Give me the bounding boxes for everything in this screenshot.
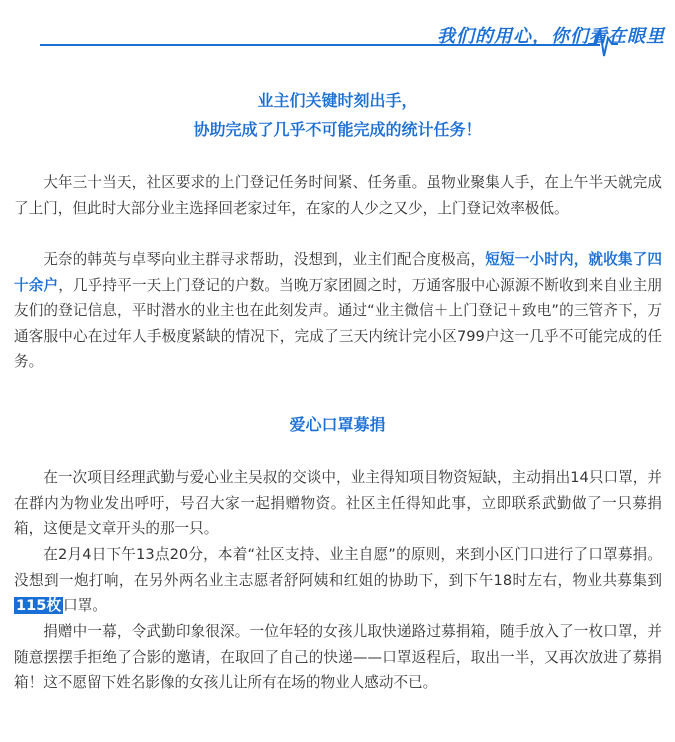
paragraph-3: 在一次项目经理武勤与爱心业主吴叔的交谈中，业主得知项目物资短缺，主动捐出14只口罩，并在群内为物业发出呼吁，号召大家一起捐赠物资。社区主任得知此事，立即联系武勤做了一只募捐箱，这便是文章开头的那一只。 — [14, 469, 662, 538]
header-banner — [0, 0, 675, 60]
article-headline — [0, 86, 675, 144]
paragraph-2-text-b: ，几乎持平一天上门登记的户数。当晚万家团圆之时，万通客服中心源源不断收到来自业主朋友们的登记信息，平时潜水的业主也在此刻发声。通过“业主微信＋上门登记＋致电”的三管齐下，万通客服中心在过年人手极度紧缺的情况下，完成了三天内统计完小区799户这一几乎不可能完成的任务。 — [14, 276, 663, 371]
headline-line-1: 业主们关键时刻出手， — [257, 91, 418, 110]
paragraph-2-text-a: 无奈的韩英与卓琴向业主群寻求帮助，没想到，业主们配合度极高， — [43, 251, 486, 268]
highlight-collected-households: 短短一小时内，就收集了四十余户 — [14, 251, 662, 294]
paragraph-1: 大年三十当天，社区要求的上门登记任务时间紧、任务重。虽物业聚集人手，在上午半天就完成了上门，但此时大部分业主选择回老家过年，在家的人少之又少，上门登记效率极低。 — [14, 174, 662, 217]
highlight-mask-count: 115枚 — [16, 597, 62, 615]
headline-line-2: 协助完成了几乎不可能完成的统计任务！ — [193, 120, 482, 139]
paragraph-4-text-b: 口罩。 — [63, 597, 107, 615]
section-title-mask-donation: 爱心口罩募捐 — [289, 415, 386, 434]
paragraph-5: 捐赠中一幕，令武勤印象很深。一位年轻的女孩儿取快递路过募捐箱，随手放入了一枚口罩，并随意摆摆手拒绝了合影的邀请，在取回了自己的快递——口罩返程后，取出一半，又再次放进了募捐箱！这不愿留下姓名影像的女孩儿让所有在场的物业人感动不已。 — [14, 623, 662, 692]
paragraph-4 — [14, 542, 662, 619]
paragraph-2 — [14, 247, 662, 375]
paragraph-4-text-a: 在2月4日下午13点20分，本着“社区支持、业主自愿”的原则，来到小区门口进行了口罩募捐。没想到一炮打响，在另外两名业主志愿者舒阿姨和红姐的协助下，到下午18时左右，物业共募集到 — [14, 546, 662, 589]
slogan-text: 我们的用心，你们看在眼里 — [437, 26, 665, 47]
